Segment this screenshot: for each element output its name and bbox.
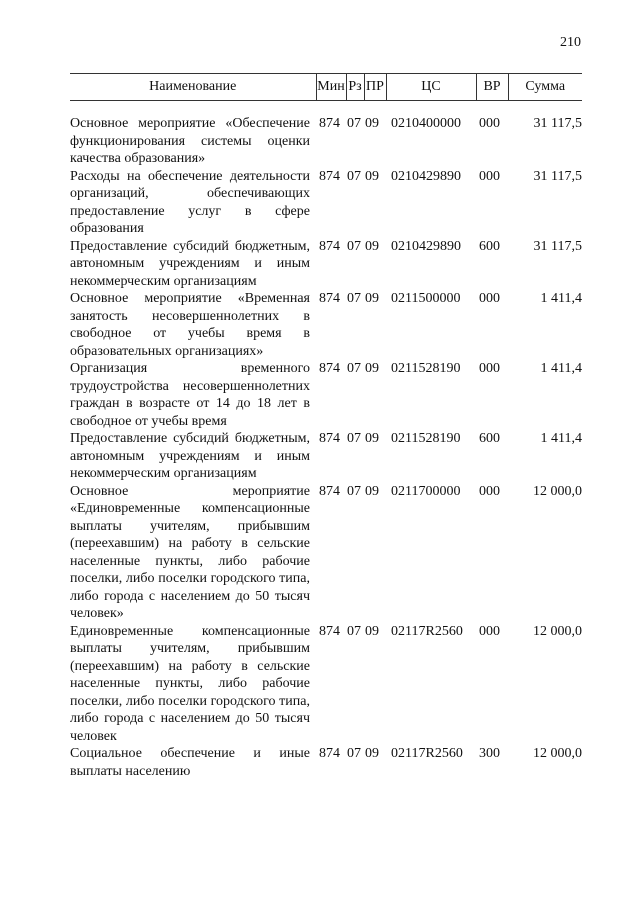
row-name: Основное мероприятие «Обеспечение функционирования системы оценки качества образования» <box>70 116 310 166</box>
row-sum: 31 117,5 <box>533 168 582 184</box>
row-pr: 09 <box>365 116 379 131</box>
row-sum: 1 411,4 <box>540 291 582 306</box>
row-vr: 000 <box>479 483 500 499</box>
row-rz: 07 <box>347 116 361 131</box>
row-name: Социальное обеспечение и иные выплаты населению <box>70 746 310 779</box>
row-pr: 09 <box>365 291 379 306</box>
table-row <box>70 360 582 430</box>
row-cs: 0210400000 <box>391 116 461 131</box>
row-vr: 000 <box>479 623 500 639</box>
row-name: Основное мероприятие «Временная занятость несовершеннолетних в свободное от учебы время в образовательных организациях» <box>70 291 310 359</box>
row-rz: 07 <box>347 238 361 254</box>
row-sum: 12 000,0 <box>533 483 582 499</box>
row-vr: 000 <box>479 116 500 131</box>
row-pr: 09 <box>365 361 379 376</box>
row-cs: 0211700000 <box>391 483 461 499</box>
row-vr: 300 <box>479 746 500 761</box>
row-cs: 0210429890 <box>391 238 461 254</box>
table-row <box>70 238 582 291</box>
row-vr: 600 <box>479 431 500 446</box>
row-min: 874 <box>319 238 340 254</box>
table-row <box>70 483 582 623</box>
header-sum: Сумма <box>508 74 582 101</box>
row-name: Основное мероприятие «Единовременные компенсационные выплаты учителям, прибывшим (переехавшим) на работу в сельские населенные пункты, либо рабочие поселки, либо поселки городского типа, либо города с населением до 50 тысяч человек» <box>70 483 310 621</box>
row-rz: 07 <box>347 746 361 761</box>
row-min: 874 <box>319 623 340 639</box>
header-name: Наименование <box>70 74 316 101</box>
row-sum: 31 117,5 <box>533 116 582 131</box>
table-row <box>70 168 582 238</box>
row-rz: 07 <box>347 291 361 306</box>
row-name: Предоставление субсидий бюджетным, автономным учреждениям и иным некоммерческим организациям <box>70 238 310 289</box>
table-row <box>70 745 582 780</box>
row-sum: 12 000,0 <box>533 746 582 761</box>
row-min: 874 <box>319 116 340 131</box>
budget-table <box>70 73 582 780</box>
row-sum: 1 411,4 <box>540 431 582 446</box>
row-cs: 0211528190 <box>391 361 461 376</box>
row-vr: 000 <box>479 291 500 306</box>
row-rz: 07 <box>347 483 361 499</box>
header-min: Мин <box>316 74 346 101</box>
row-name: Расходы на обеспечение деятельности организаций, обеспечивающих предоставление услуг в сфере образования <box>70 168 310 236</box>
row-vr: 000 <box>479 168 500 184</box>
table-row <box>70 623 582 746</box>
row-cs: 0211528190 <box>391 431 461 446</box>
row-rz: 07 <box>347 361 361 376</box>
row-min: 874 <box>319 431 340 446</box>
row-min: 874 <box>319 746 340 761</box>
row-rz: 07 <box>347 623 361 639</box>
row-min: 874 <box>319 291 340 306</box>
row-sum: 31 117,5 <box>533 238 582 254</box>
row-name: Единовременные компенсационные выплаты учителям, прибывшим (переехавшим) на работу в сельские населенные пункты, либо рабочие поселки, либо поселки городского типа, либо города с населением до 50 тысяч человек <box>70 623 310 744</box>
row-rz: 07 <box>347 431 361 446</box>
row-rz: 07 <box>347 168 361 184</box>
row-pr: 09 <box>365 746 379 761</box>
row-pr: 09 <box>365 238 379 254</box>
row-min: 874 <box>319 168 340 184</box>
row-name: Предоставление субсидий бюджетным, автономным учреждениям и иным некоммерческим организациям <box>70 431 310 481</box>
table-row <box>70 430 582 483</box>
header-vr: ВР <box>476 74 508 101</box>
table-row <box>70 115 582 168</box>
header-pr: ПР <box>364 74 386 101</box>
row-cs: 0210429890 <box>391 168 461 184</box>
row-name: Организация временного трудоустройства несовершеннолетних граждан в возрасте от 14 до 18 лет в свободное от учебы время <box>70 361 310 429</box>
row-pr: 09 <box>365 623 379 639</box>
row-pr: 09 <box>365 483 379 499</box>
page-number: 210 <box>560 35 581 50</box>
row-min: 874 <box>319 361 340 376</box>
row-min: 874 <box>319 483 340 499</box>
row-sum: 1 411,4 <box>540 361 582 376</box>
row-cs: 02117R2560 <box>391 623 463 639</box>
row-pr: 09 <box>365 431 379 446</box>
table-header-row <box>70 74 582 101</box>
row-sum: 12 000,0 <box>533 623 582 639</box>
table-row <box>70 290 582 360</box>
header-rz: Рз <box>346 74 364 101</box>
row-vr: 600 <box>479 238 500 254</box>
header-cs: ЦС <box>386 74 476 101</box>
row-vr: 000 <box>479 361 500 376</box>
row-cs: 0211500000 <box>391 291 461 306</box>
row-cs: 02117R2560 <box>391 746 463 761</box>
row-pr: 09 <box>365 168 379 184</box>
